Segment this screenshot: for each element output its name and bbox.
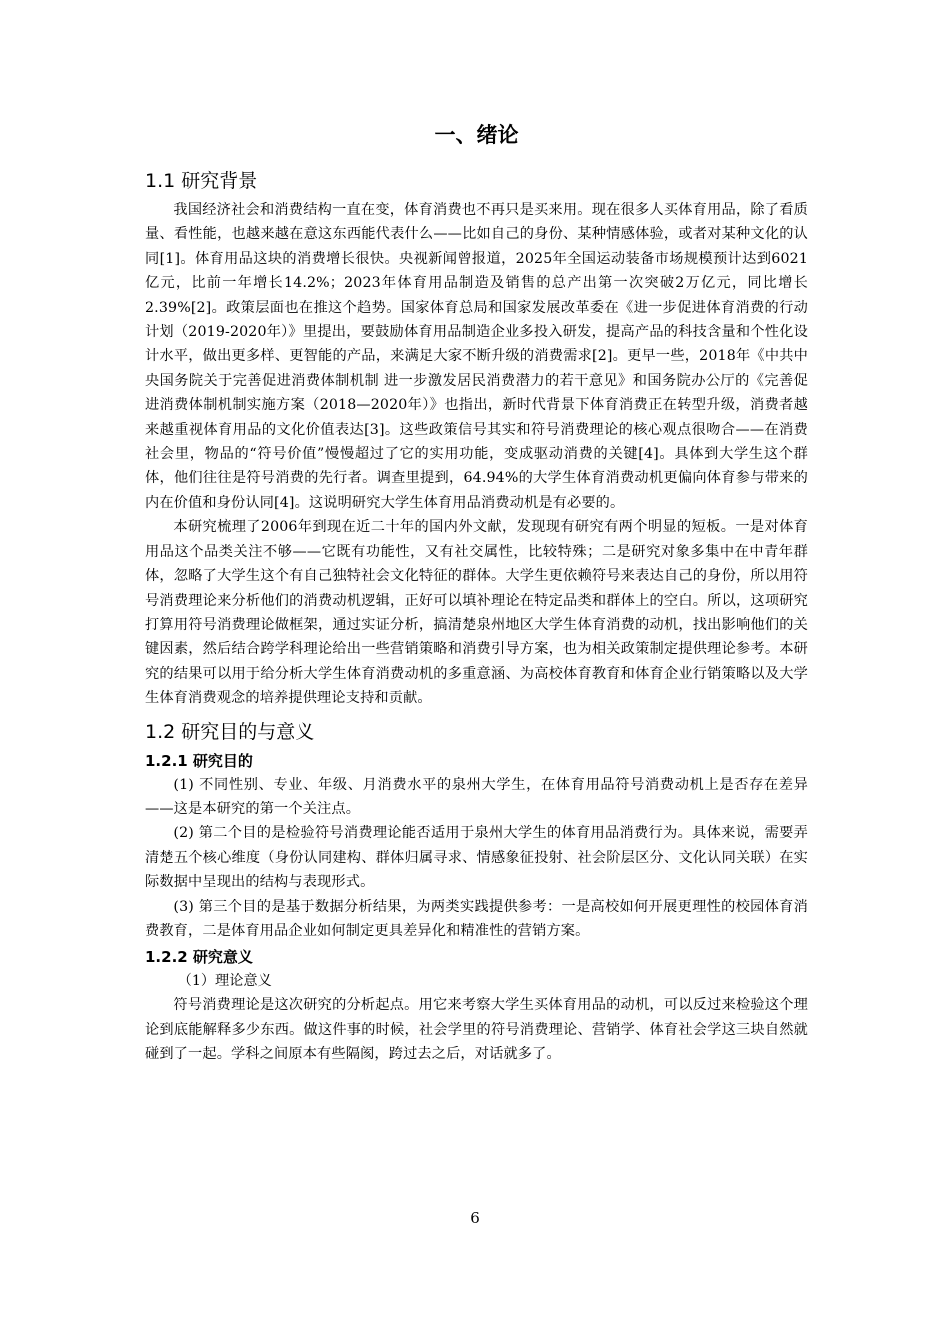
section-heading-research-background: 1.1 研究背景 [145, 170, 258, 192]
sub-heading-theoretical-significance: （1）理论意义 [177, 973, 272, 990]
purpose-item-3: (3) 第三个目的是基于数据分析结果，为两类实践提供参考：一是高校如何开展更理性的校园体育消费教育，二是体育用品企业如何制定更具差异化和精准性的营销方案。 [145, 898, 808, 939]
paragraph-background-2: 本研究梳理了2006年到现在近二十年的国内外文献，发现现有研究有两个明显的短板。一是对体育用品这个品类关注不够——它既有功能性，又有社交属性，比较特殊；二是研究对象多集中在中青年群体，忽略了大学生这个有自己独特社会文化特征的群体。大学生更依赖符号来表达自己的身份，所以用符号消费理论来分析他们的消费动机逻辑，正好可以填补理论在特定品类和群体上的空白。所以，这项研究打算用符号消费理论做框架，通过实证分析，搞清楚泉州地区大学生体育消费的动机，找出影响他们的关键因素，然后结合跨学科理论给出一些营销策略和消费引导方案，也为相关政策制定提供理论参考。本研究的结果可以用于给分析大学生体育消费动机的多重意涵、为高校体育教育和体育企业行销策略以及大学生体育消费观念的培养提供理论支持和贡献。 [145, 519, 808, 707]
section-heading-purpose-significance: 1.2 研究目的与意义 [145, 720, 315, 743]
paragraph-background-1: 我国经济社会和消费结构一直在变，体育消费也不再只是买来用。现在很多人买体育用品，除了看质量、看性能，也越来越在意这东西能代表什么——比如自己的身份、某种情感体验，或者对某种文化的认同[1]。体育用品这块的消费增长很快。央视新闻曾报道，2025年全国运动装备市场规模预计达到6021亿元，比前一年增长14.2%；2023年体育用品制造及销售的总产出第一次突破2万亿元，同比增长2.39%[2]。政策层面也在推这个趋势。国家体育总局和国家发展改革委在《进一步促进体育消费的行动计划（2019-2020年）》里提出，要鼓励体育用品制造企业多投入研发，提高产品的科技含量和个性化设计水平，做出更多样、更智能的产品，来满足大家不断升级的消费需求[2]。更早一些，2018年《中共中央国务院关于完善促进消费体制机制 进一步激发居民消费潜力的若干意见》和国务院办公厅的《完善促进消费体制机制实施方案（2018—2020年）》也指出，新时代背景下体育消费正在转型升级，消费者越来越重视体育用品的文化价值表达[3]。这些政策信号其实和符号消费理论的核心观点很吻合——在消费社会里，物品的“符号价值”慢慢超过了它的实用功能，变成驱动消费的关键[4]。具体到大学生这个群体，他们往往是符号消费的先行者。调查里提到，64.94%的大学生体育消费动机更偏向体育参与带来的内在价值和身份认同[4]。这说明研究大学生体育用品消费动机是有必要的。 [145, 202, 808, 511]
chapter-title: 一、绪论 [434, 123, 519, 147]
subsection-heading-significance: 1.2.2 研究意义 [145, 948, 253, 967]
document-page [145, 120, 808, 1067]
subsection-heading-purpose: 1.2.1 研究目的 [145, 751, 253, 770]
page-number: 6 [470, 1209, 480, 1227]
purpose-item-1: (1) 不同性别、专业、年级、月消费水平的泉州大学生，在体育用品符号消费动机上是否存在差异——这是本研究的第一个关注点。 [145, 776, 808, 817]
purpose-item-2: (2) 第二个目的是检验符号消费理论能否适用于泉州大学生的体育用品消费行为。具体来说，需要弄清楚五个核心维度（身份认同建构、群体归属寻求、情感象征投射、社会阶层区分、文化认同关联）在实际数据中呈现出的结构与表现形式。 [145, 825, 808, 891]
paragraph-theoretical-significance: 符号消费理论是这次研究的分析起点。用它来考察大学生买体育用品的动机，可以反过来检验这个理论到底能解释多少东西。做这件事的时候，社会学里的符号消费理论、营销学、体育社会学这三块自然就碰到了一起。学科之间原本有些隔阂，跨过去之后，对话就多了。 [145, 997, 808, 1063]
